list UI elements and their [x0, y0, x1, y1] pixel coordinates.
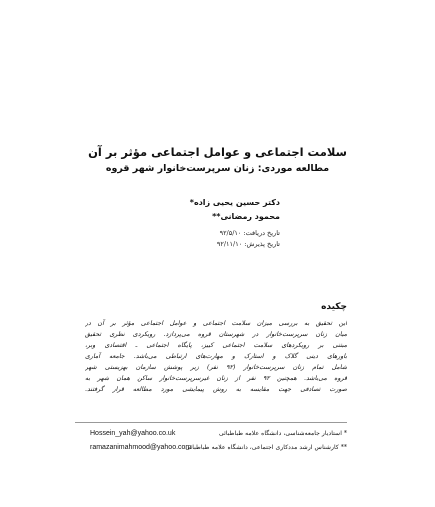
abstract-line: شامل تمام زنان سرپرست‌خانوار (۹۲ نفر) زیر پوشش سازمان بهزیستی شهر	[85, 364, 347, 371]
received-date: تاریخ دریافت: ۹۲/۵/۱۰	[219, 229, 280, 237]
footnote-divider	[75, 422, 347, 423]
abstract-line: صورت تصادفی جهت مقایسه به روش پیمایشی مورد مطالعه قرار گرفتند.	[85, 386, 347, 393]
accepted-date: تاریخ پذیرش: ۹۲/۱۱/۱۰	[216, 240, 280, 248]
abstract-line: باورهای دینی گلاک و استارک و مهارت‌های ارتباطی می‌باشد. جامعه آماری	[85, 353, 347, 360]
paper-subtitle: مطالعه موردی: زنان سرپرست‌خانوار شهر قروه	[105, 163, 330, 174]
abstract-heading: چکیده	[321, 302, 347, 312]
abstract-line: قروه می‌باشد. همچنین ۹۲ نفر از زنان غیرسرپرست‌خانوار ساکن همان شهر به	[85, 375, 347, 382]
abstract-line: میان زنان سرپرست‌خانوار در شهرستان قروه می‌پردازد. رویکردی نظری تحقیق	[85, 331, 347, 338]
abstract-line: این تحقیق به بررسی میزان سلامت اجتماعی و عوامل اجتماعی مؤثر بر آن در	[85, 320, 347, 327]
footnote-affiliation-2: ** کارشناس ارشد مددکاری اجتماعی، دانشگاه علامه طباطبائی	[185, 444, 347, 451]
paper-title: سلامت اجتماعی و عوامل اجتماعی مؤثر بر آن	[88, 145, 347, 159]
author-1: دکتر حسین یحیی زاده*	[189, 198, 280, 207]
footnote-email-2[interactable]: ramazanimahmood@yahoo.com	[90, 444, 192, 451]
footnote-email-1[interactable]: Hossein_yah@yahoo.co.uk	[90, 430, 176, 437]
author-2: محمود رمضانی**	[212, 212, 280, 221]
footnote-affiliation-1: * استادیار جامعه‌شناسی، دانشگاه علامه طباطبائی	[218, 430, 347, 437]
abstract-body	[85, 318, 347, 395]
abstract-line: مبتنی بر رویکردهای سلامت اجتماعی کییز، پایگاه اجتماعی ـ اقتصادی وبر،	[85, 342, 347, 349]
